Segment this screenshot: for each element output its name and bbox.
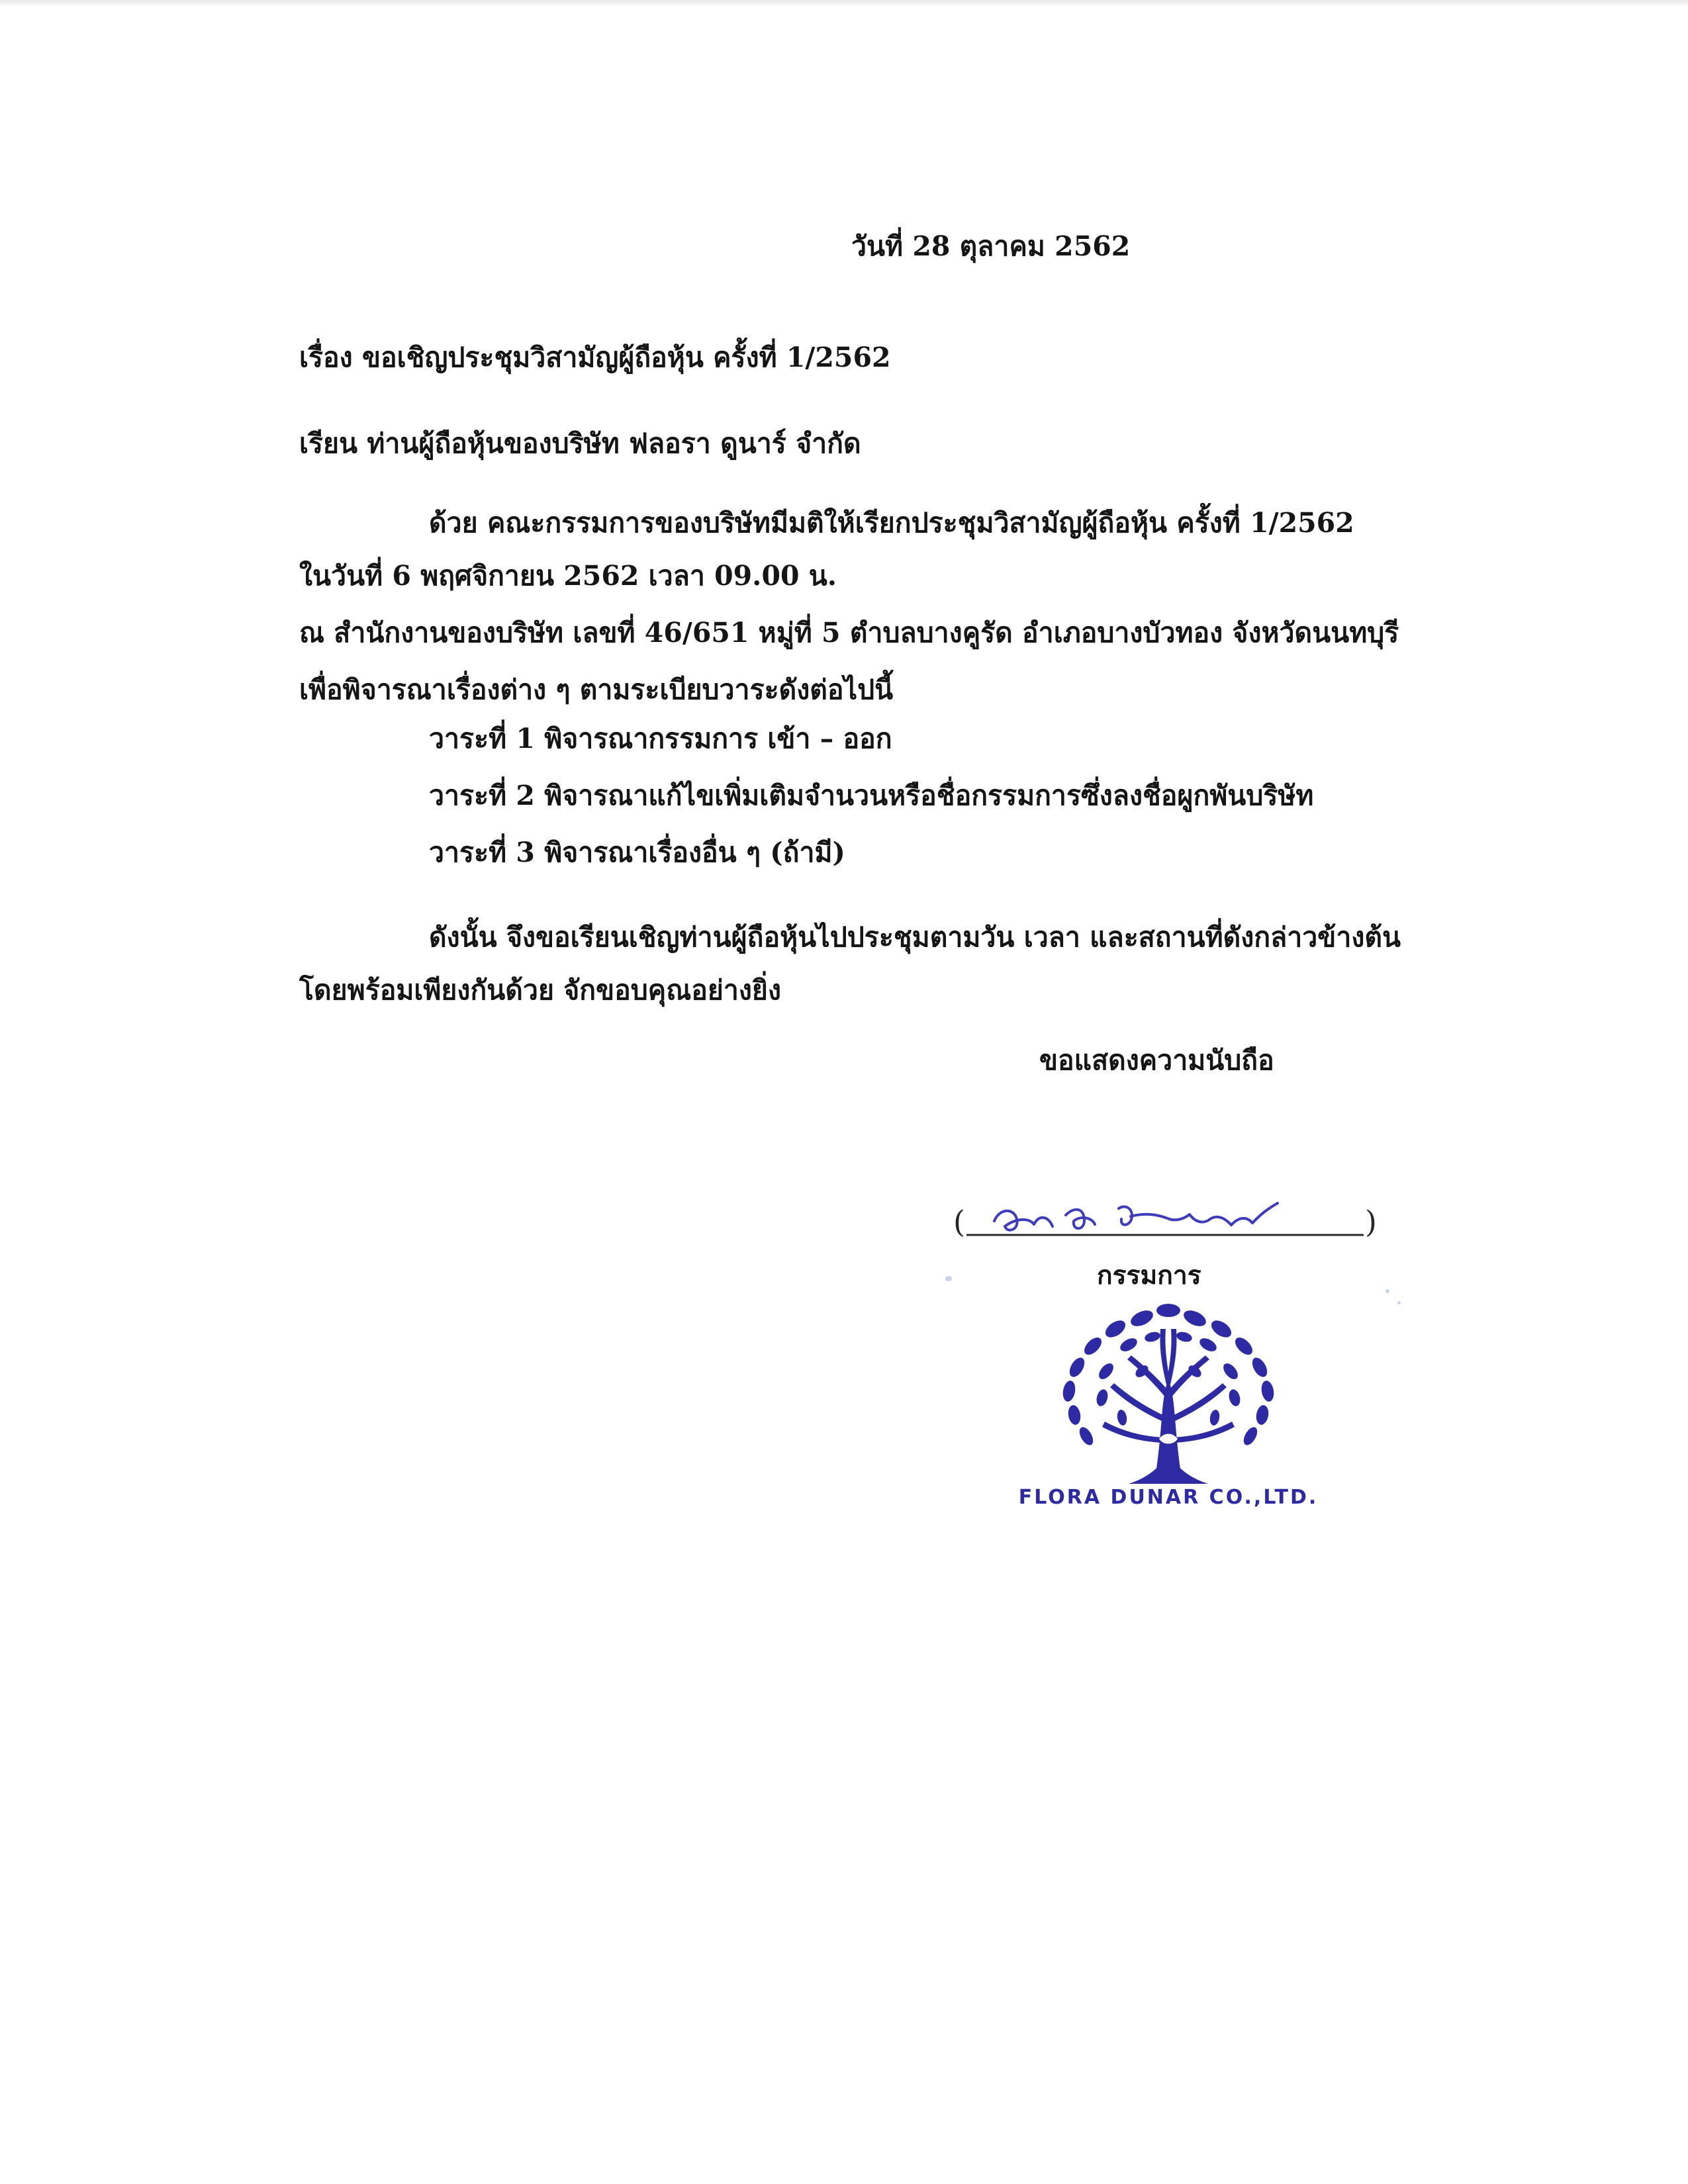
scan-speck bbox=[1397, 1301, 1401, 1304]
signer-role: กรรมการ bbox=[1097, 1260, 1201, 1291]
scan-speck bbox=[945, 1276, 952, 1281]
agenda-item-1: วาระที่ 1 พิจารณากรรมการ เข้า – ออก bbox=[429, 723, 892, 754]
agenda-item-3: วาระที่ 3 พิจารณาเรื่องอื่น ๆ (ถ้ามี) bbox=[429, 837, 845, 868]
signature-open-paren: ( bbox=[953, 1204, 965, 1240]
scan-top-edge bbox=[0, 0, 1688, 7]
conclusion-line-1: ดังนั้น จึงขอเรียนเชิญท่านผู้ถือหุ้นไปประชุมตามวัน เวลา และสถานที่ดังกล่าวข้างต้น bbox=[429, 921, 1401, 953]
handwritten-signature bbox=[994, 1203, 1278, 1230]
body-line-2: ในวันที่ 6 พฤศจิกายน 2562 เวลา 09.00 น. bbox=[299, 560, 837, 592]
closing-phrase: ขอแสดงความนับถือ bbox=[1039, 1044, 1274, 1076]
body-line-1: ด้วย คณะกรรมการของบริษัทมีมติให้เรียกประชุมวิสามัญผู้ถือหุ้น ครั้งที่ 1/2562 bbox=[429, 507, 1354, 539]
letter-recipient: เรียน ท่านผู้ถือหุ้นของบริษัท ฟลอรา ดูนาร์ จำกัด bbox=[299, 428, 861, 459]
letter-subject: เรื่อง ขอเชิญประชุมวิสามัญผู้ถือหุ้น ครั้งที่ 1/2562 bbox=[299, 341, 891, 373]
signature-block bbox=[953, 1185, 1383, 1257]
agenda-item-2: วาระที่ 2 พิจารณาแก้ไขเพิ่มเติมจำนวนหรือชื่อกรรมการซึ่งลงชื่อผูกพันบริษัท bbox=[429, 780, 1314, 811]
company-seal bbox=[963, 1285, 1374, 1524]
conclusion-line-2: โดยพร้อมเพียงกันด้วย จักขอบคุณอย่างยิ่ง bbox=[299, 974, 781, 1006]
signature-close-paren: ) bbox=[1365, 1204, 1377, 1240]
letter-date: วันที่ 28 ตุลาคม 2562 bbox=[851, 230, 1131, 262]
tree-logo-icon bbox=[1061, 1304, 1275, 1484]
seal-company-name: FLORA DUNAR CO.,LTD. bbox=[1018, 1486, 1319, 1509]
body-line-4: เพื่อพิจารณาเรื่องต่าง ๆ ตามระเบียบวาระดังต่อไปนี้ bbox=[299, 674, 894, 705]
scan-speck bbox=[1385, 1289, 1389, 1293]
body-line-3: ณ สำนักงานของบริษัท เลขที่ 46/651 หมู่ที่ 5 ตำบลบางคูรัด อำเภอบางบัวทอง จังหวัดนนทบุรี bbox=[299, 617, 1399, 649]
